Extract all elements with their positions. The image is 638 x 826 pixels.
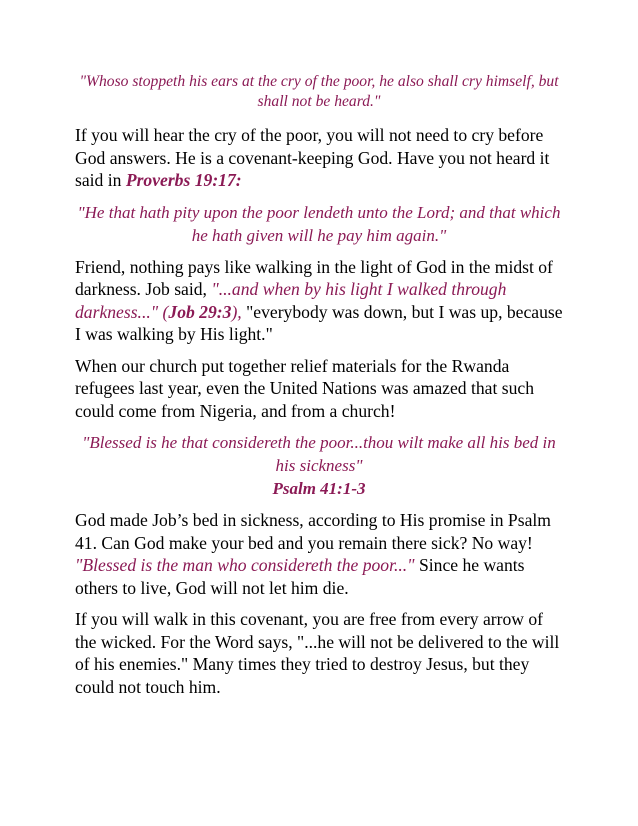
proverbs-quote: "He that hath pity upon the poor lendeth unto the Lord; and that which he hath given will he pay him again." <box>77 202 561 245</box>
proverbs-reference: Proverbs 19:17: <box>125 170 242 190</box>
paragraph-job-text-b: "everybody was down, but I was up, because I was walking by His light." <box>75 301 563 344</box>
psalm-quote: "Blessed is he that considereth the poor...thou wilt make all his bed in his sickness" <box>82 433 556 475</box>
job-inline-quote: "...and when by his light I walked through darkness..." ( <box>75 279 507 322</box>
psalm-reference: Psalm 41:1-3 <box>272 479 366 498</box>
paragraph-proverbs <box>75 124 563 192</box>
paragraph-psalm41-text-a: God made Job’s bed in sickness, according to His promise in Psalm 41. Can God make your bed and you remain there sick? No way! <box>75 510 551 553</box>
paragraph-rwanda: When our church put together relief materials for the Rwanda refugees last year, even the United Nations was amazed that such could come from Nigeria, and from a church! <box>75 355 535 421</box>
psalm41-inline-quote: "Blessed is the man who considereth the poor..." <box>75 555 415 575</box>
paragraph-proverbs-text: If you will hear the cry of the poor, you will not need to cry before God answers. He is a covenant-keeping God. Have you not heard it said in <box>75 125 550 190</box>
paragraph-job <box>75 256 563 346</box>
opening-quote: "Whoso stoppeth his ears at the cry of the poor, he also shall cry himself, but shall not be heard." <box>79 73 559 110</box>
job-inline-quote-end: ), <box>231 301 242 322</box>
paragraph-psalm41-text-b: Since he wants others to live, God will not let him die. <box>75 555 525 598</box>
psalm-quote-block <box>75 431 563 500</box>
paragraph-covenant: If you will walk in this covenant, you are free from every arrow of the wicked. For the Word says, "...he will not be delivered to the will of his enemies." Many times they tried to destroy Jesus, but they could not touch him. <box>75 609 560 697</box>
proverbs-quote-block <box>75 201 563 247</box>
job-reference: Job 29:3 <box>168 301 232 322</box>
document-page <box>75 72 563 707</box>
paragraph-job-text-a: Friend, nothing pays like walking in the light of God in the midst of darkness. Job said, <box>75 256 553 299</box>
paragraph-psalm41 <box>75 509 563 599</box>
